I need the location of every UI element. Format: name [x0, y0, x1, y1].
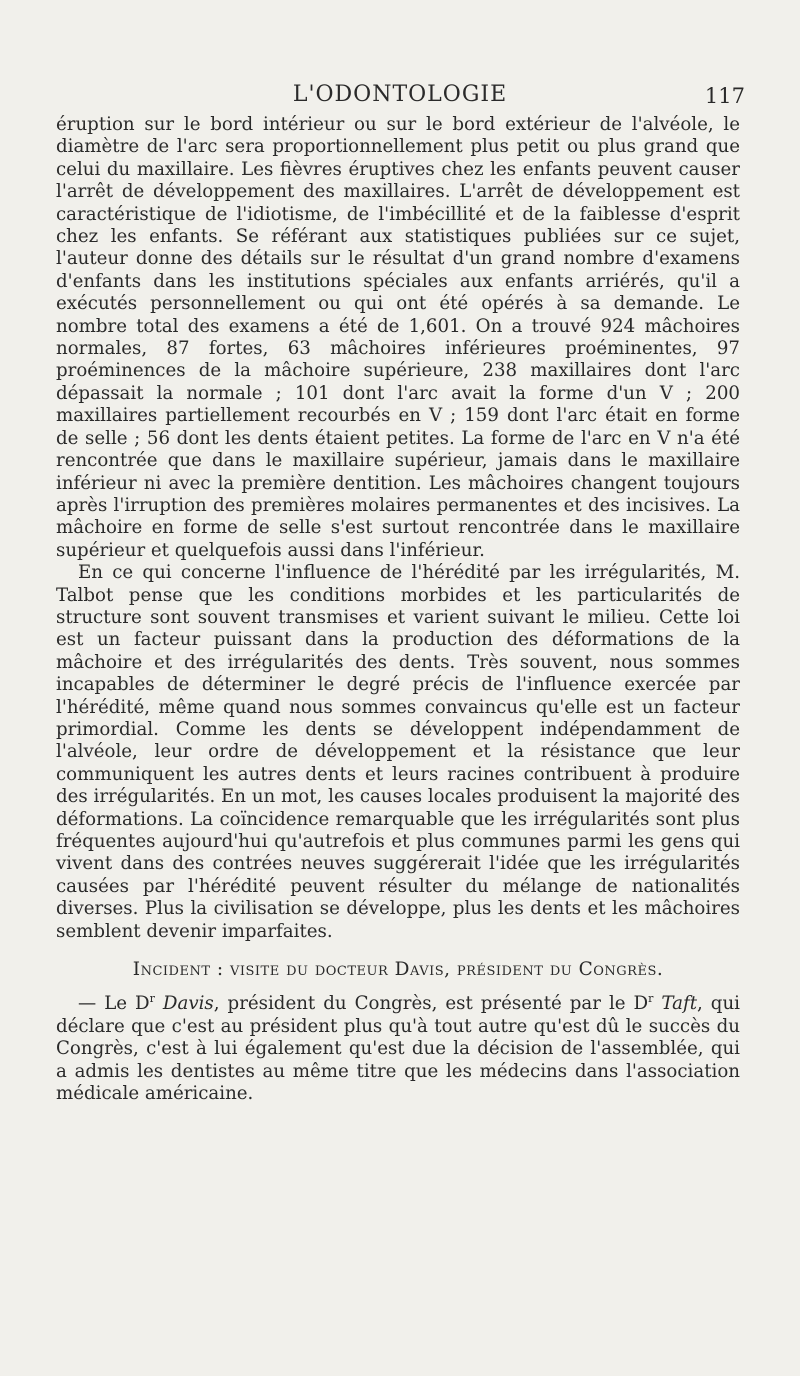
title-abbrev-2: r	[648, 992, 654, 1006]
person-name-taft: Taft	[661, 993, 698, 1015]
running-title: L'ODONTOLOGIE	[292, 82, 508, 107]
paragraph-3	[56, 993, 740, 1105]
person-name-davis: Davis	[162, 993, 214, 1015]
title-abbrev-1: r	[149, 992, 155, 1006]
paragraph-3-mid: , président du Congrès, est présenté par le D	[213, 993, 649, 1015]
paragraph-1: éruption sur le bord intérieur ou sur le bord extérieur de l'alvéole, le diamètre de l'arc sera proportionnellement plus petit ou plus grand que celui du maxillaire. Les fièvres éruptives chez les enfants peuvent causer l'arrêt de développement des maxillaires. L'arrêt de développement est caractéristique de l'idiotisme, de l'imbécillité et de la faiblesse d'esprit chez les enfants. Se référant aux statistiques publiées sur ce sujet, l'auteur donne des détails sur le résultat d'un grand nombre d'examens d'enfants dans les institutions spéciales aux enfants arriérés, qu'il a exécutés personnellement ou qui ont été opérés à sa demande. Le nombre total des examens a été de 1,601. On a trouvé 924 mâchoires normales, 87 fortes, 63 mâchoires inférieures proéminentes, 97 proéminences de la mâchoire supérieure, 238 maxillaires dont l'arc dépassait la normale ; 101 dont l'arc avait la forme d'un V ; 200 maxillaires partiellement recourbés en V ; 159 dont l'arc était en forme de selle ; 56 dont les dents étaient petites. La forme de l'arc en V n'a été rencontrée que dans le maxillaire supérieur, jamais dans le maxillaire inférieur ni avec la première dentition. Les mâchoires changent toujours après l'irruption des premières molaires permanentes et des incisives. La mâchoire en forme de selle s'est surtout rencontrée dans le maxillaire supérieur et quelquefois aussi dans l'inférieur.	[56, 114, 740, 561]
page-number: 117	[704, 84, 745, 108]
section-heading: Incident : visite du docteur Davis, président du Congrès.	[132, 959, 664, 981]
paragraph-3-lead: — Le D	[78, 993, 150, 1015]
paragraph-3-rest: , qui déclare que c'est au président plus qu'à tout autre qu'est dû le succès du Congrès, c'est à lui également qu'est due la décision de l'assemblée, qui a admis les dentistes au même titre que les médecins dans l'association médicale américaine.	[56, 993, 740, 1105]
paragraph-2: En ce qui concerne l'influence de l'hérédité par les irrégularités, M. Talbot pense que les conditions morbides et les particularités de structure sont souvent transmises et varient suivant le milieu. Cette loi est un facteur puissant dans la production des déformations de la mâchoire et des irrégularités des dents. Très souvent, nous sommes incapables de déterminer le degré précis de l'influence exercée par l'hérédité, même quand nous sommes convaincus qu'elle est un facteur primordial. Comme les dents se développent indépendamment de l'alvéole, leur ordre de développement et la résistance que leur communiquent les autres dents et leurs racines contribuent à produire des irrégularités. En un mot, les causes locales produisent la majorité des déformations. La coïncidence remarquable que les irrégularités sont plus fréquentes aujourd'hui qu'autrefois et plus communes parmi les gens qui vivent dans des contrées neuves suggérerait l'idée que les irrégularités causées par l'hérédité peuvent résulter du mélange de nationalités diverses. Plus la civilisation se développe, plus les dents et les mâchoires semblent devenir imparfaites.	[56, 562, 740, 942]
page-header	[55, 82, 745, 112]
body-text	[56, 114, 740, 1105]
